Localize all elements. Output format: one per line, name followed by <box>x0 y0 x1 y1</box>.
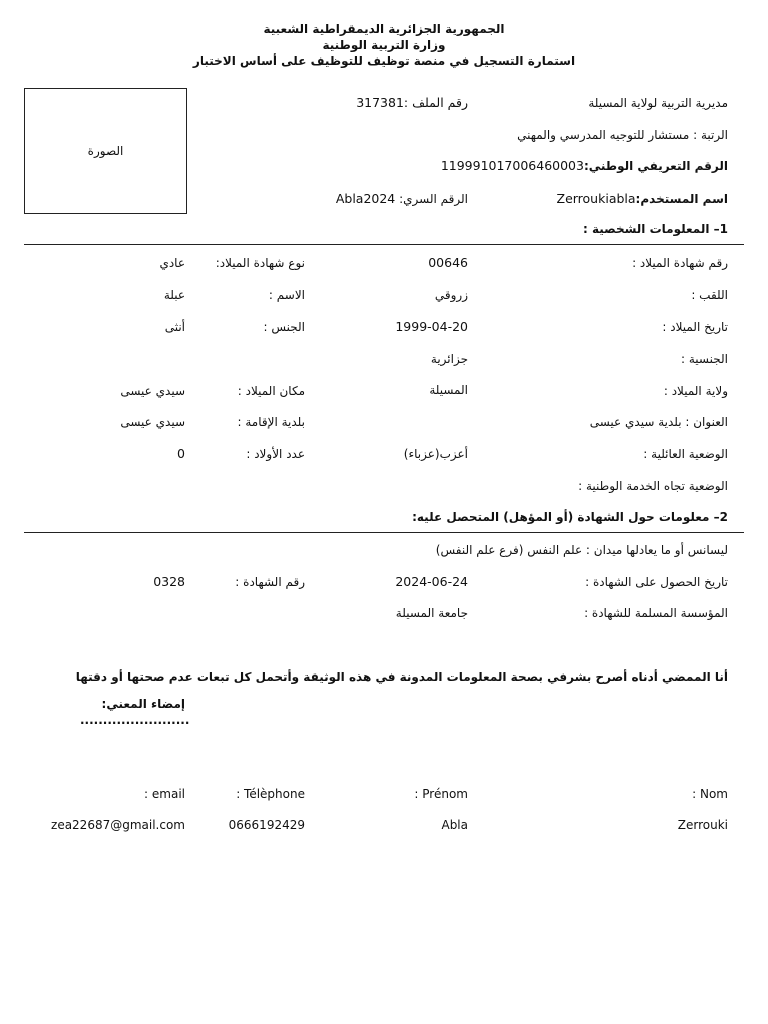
nin-label: الرقم التعريفي الوطني: <box>583 159 728 173</box>
national-service-label: الوضعية تجاه الخدمة الوطنية : <box>578 479 728 493</box>
name-value: عبلة <box>163 288 185 302</box>
email-label: : email <box>144 787 185 801</box>
birth-cert-num-value: 00646 <box>428 255 468 270</box>
cert-num-label: رقم الشهادة : <box>235 575 305 589</box>
section2-title: 2– معلومات حول الشهادة (أو المؤهل) المتحصل عليه: <box>412 510 728 524</box>
cert-date-value: 2024-06-24 <box>395 574 468 589</box>
tel-value: 0666192429 <box>228 818 305 832</box>
degree-line: ليسانس أو ما يعادلها ميدان : علم النفس (فرع علم النفس) <box>435 543 728 557</box>
file-number: رقم الملف :317381 <box>356 95 468 110</box>
birth-wilaya-label: ولاية الميلاد : <box>663 384 728 398</box>
birth-wilaya-value: المسيلة <box>429 383 468 397</box>
username-label: اسم المستخدم: <box>635 192 728 206</box>
residence-label: بلدية الإقامة : <box>237 415 305 429</box>
directorate: مديرية التربية لولاية المسيلة <box>588 96 728 110</box>
declaration: أنا الممضي أدناه أصرح بشرفي بصحة المعلومات المدونة في هذه الوثيقة وأتحمل كل تبعات عدم صحتها أو دقتها <box>75 670 728 684</box>
password-value: Abla2024 <box>335 191 396 206</box>
sex-value: أنثى <box>164 320 185 334</box>
header-line-1: الجمهورية الجزائرية الديمقراطية الشعبية <box>263 22 505 36</box>
username-value: Zerroukiabla <box>556 191 636 206</box>
institution-label: المؤسسة المسلمة للشهادة : <box>584 606 728 620</box>
header-line-3: استمارة التسجيل في منصة توظيف للتوظيف على أساس الاختبار <box>192 54 576 68</box>
password-label: الرقم السري: <box>399 192 468 206</box>
name-label: الاسم : <box>268 288 305 302</box>
section1-divider <box>24 244 744 245</box>
signature-line: ........................ <box>80 713 190 727</box>
nationality-label: الجنسية : <box>681 352 728 366</box>
tel-label: : Télèphone <box>236 787 305 801</box>
surname-value: زروقي <box>434 288 468 302</box>
birth-cert-type-value: عادي <box>159 256 185 270</box>
rank: الرتبة : مستشار للتوجيه المدرسي والمهني <box>517 128 728 142</box>
family-status-value: أعزب(عزباء) <box>403 447 468 461</box>
nationality-value: جزائرية <box>430 352 468 366</box>
address: العنوان : بلدية سيدي عيسى <box>589 415 728 429</box>
dob-value: 1999-04-20 <box>395 319 468 334</box>
birth-place-label: مكان الميلاد : <box>237 384 305 398</box>
nom-label: : Nom <box>692 787 728 801</box>
birth-cert-num-label: رقم شهادة الميلاد : <box>632 256 728 270</box>
header-line-2: وزارة التربية الوطنية <box>322 38 446 52</box>
sex-label: الجنس : <box>263 320 305 334</box>
prenom-label: : Prénom <box>414 787 468 801</box>
nom-value: Zerrouki <box>677 818 728 832</box>
photo-label: الصورة <box>87 144 124 158</box>
dob-label: تاريخ الميلاد : <box>662 320 728 334</box>
signature-label: إمضاء المعني: <box>101 697 185 711</box>
photo-box <box>24 88 187 214</box>
prenom-value: Abla <box>441 818 468 832</box>
surname-label: اللقب : <box>691 288 728 302</box>
birth-place-value: سيدي عيسى <box>120 384 185 398</box>
nin-row <box>441 158 728 173</box>
children-label: عدد الأولاد : <box>246 447 305 461</box>
cert-date-label: تاريخ الحصول على الشهادة : <box>585 575 728 589</box>
section2-divider <box>24 532 744 533</box>
institution-value: جامعة المسيلة <box>395 606 468 620</box>
children-value: 0 <box>177 446 185 461</box>
cert-num-value: 0328 <box>153 574 185 589</box>
username-row <box>557 191 729 206</box>
section1-title: 1– المعلومات الشخصية : <box>582 222 728 236</box>
email-value: zea22687@gmail.com <box>51 818 185 832</box>
password-row <box>336 191 468 206</box>
residence-value: سيدي عيسى <box>120 415 185 429</box>
birth-cert-type-label: نوع شهادة الميلاد: <box>215 256 305 270</box>
nin-value: 119991017006460003 <box>440 158 584 173</box>
family-status-label: الوضعية العائلية : <box>643 447 728 461</box>
